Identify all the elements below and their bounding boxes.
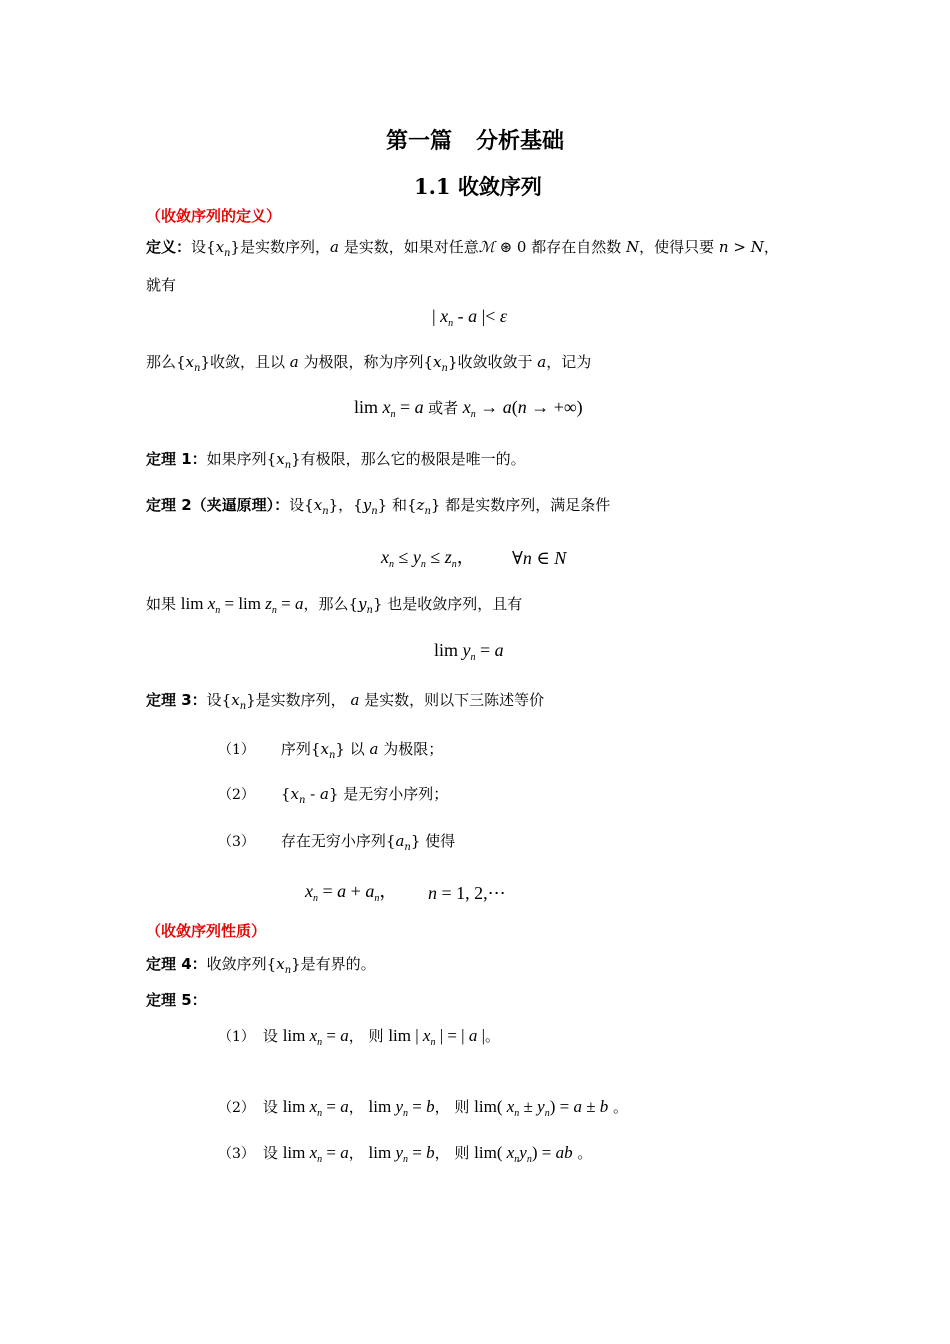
theorem-3-item-1: （1） 序列$\{x_n\}$ 以 a 为极限；	[218, 740, 444, 761]
theorem-5-item-1: （1） 设 $\lim x_n = a$， 则 lim | $x_n$ | = | a |。	[218, 1026, 501, 1048]
theorem-2-formula-1b: ∀n ∈ N	[512, 548, 567, 568]
definition-label: 定义：	[146, 238, 192, 256]
theorem-3-item-2: （2） $\{x_n - a\}$ 是无穷小序列；	[218, 785, 449, 806]
definition-text: 设$\{x_n\}$是实数序列，a 是实数，如果对任意ℳ ⊛ 0 都存在自然数 N，使得只要 n > N，	[191, 238, 779, 259]
chapter-title	[386, 124, 564, 155]
item-number: （2）	[218, 1100, 255, 1116]
theorem-2-label: 定理 2（夹逼原理）：	[146, 496, 290, 514]
chapter-number: 第一篇	[386, 128, 453, 154]
theorem-5-item-3: （3） 设 $\lim x_n = a$， $\lim y_n = b$， 则 lim( $x_ny_n$) = ab 。	[218, 1143, 593, 1165]
theorem-3-formula: $x_n = a + a_n$，	[305, 881, 398, 904]
theorem-4-label: 定理 4：	[146, 955, 207, 973]
theorem-2-mid: 如果 $\lim x_n = \lim z_n = a$，那么$\{y_n\}$ 也是收敛序列，且有	[146, 594, 523, 616]
theorem-5-item-2: （2） 设 $\lim x_n = a$， $\lim y_n = b$， 则 lim( $x_n \pm y_n) = a \pm b$ 。	[218, 1097, 629, 1119]
theorem-3-label: 定理 3：	[146, 691, 207, 709]
definition-after: 那么$\{x_n\}$收敛，且以 a 为极限，称为序列$\{x_n\}$收敛收敛于 a，记为	[146, 353, 592, 374]
section-title: 1.1 收敛序列	[414, 174, 542, 199]
theorem-2-text: 设$\{x_n\}$，$\{y_n\}$ 和$\{z_n\}$ 都是实数序列，满足条件	[289, 496, 611, 517]
theorem-3-item-3: （3） 存在无穷小序列$\{a_n\}$ 使得	[218, 832, 456, 853]
theorem-5-label: 定理 5：	[146, 991, 207, 1009]
theorem-2-formula-1: $x_n \le y_n \le z_n$，	[381, 547, 475, 570]
item-number: （1）	[218, 742, 255, 758]
theorem-4-text: 收敛序列$\{x_n\}$是有界的。	[206, 955, 376, 976]
theorem-2	[146, 495, 610, 522]
item-number: （3）	[218, 834, 255, 850]
section-header-properties: （收敛序列性质）	[146, 922, 267, 940]
item-number: （3）	[218, 1146, 255, 1162]
section-header-definition: （收敛序列的定义）	[146, 207, 282, 225]
theorem-1-label: 定理 1：	[146, 450, 207, 468]
item-number: （1）	[218, 1029, 255, 1045]
definition-line-1	[146, 237, 779, 264]
definition-limit: $\lim x_n = a$ 或者 $x_n \to a(n$ → +∞)	[354, 397, 583, 420]
item-number: （2）	[218, 787, 255, 803]
theorem-1	[146, 449, 526, 476]
theorem-3	[146, 690, 544, 717]
theorem-3-text: 设$\{x_n\}$是实数序列， a 是实数，则以下三陈述等价	[206, 691, 545, 712]
chapter-name: 分析基础	[476, 128, 565, 154]
theorem-2-formula-2: $\lim y_n = a$	[434, 640, 504, 663]
definition-formula: | $x_n$ - a |< ε	[432, 306, 507, 329]
theorem-4	[146, 954, 376, 981]
definition-line-2: 就有	[146, 276, 177, 294]
theorem-3-formula-b: n = 1, 2,⋯	[428, 883, 506, 903]
theorem-1-text: 如果序列$\{x_n\}$有极限，那么它的极限是唯一的。	[206, 450, 526, 471]
